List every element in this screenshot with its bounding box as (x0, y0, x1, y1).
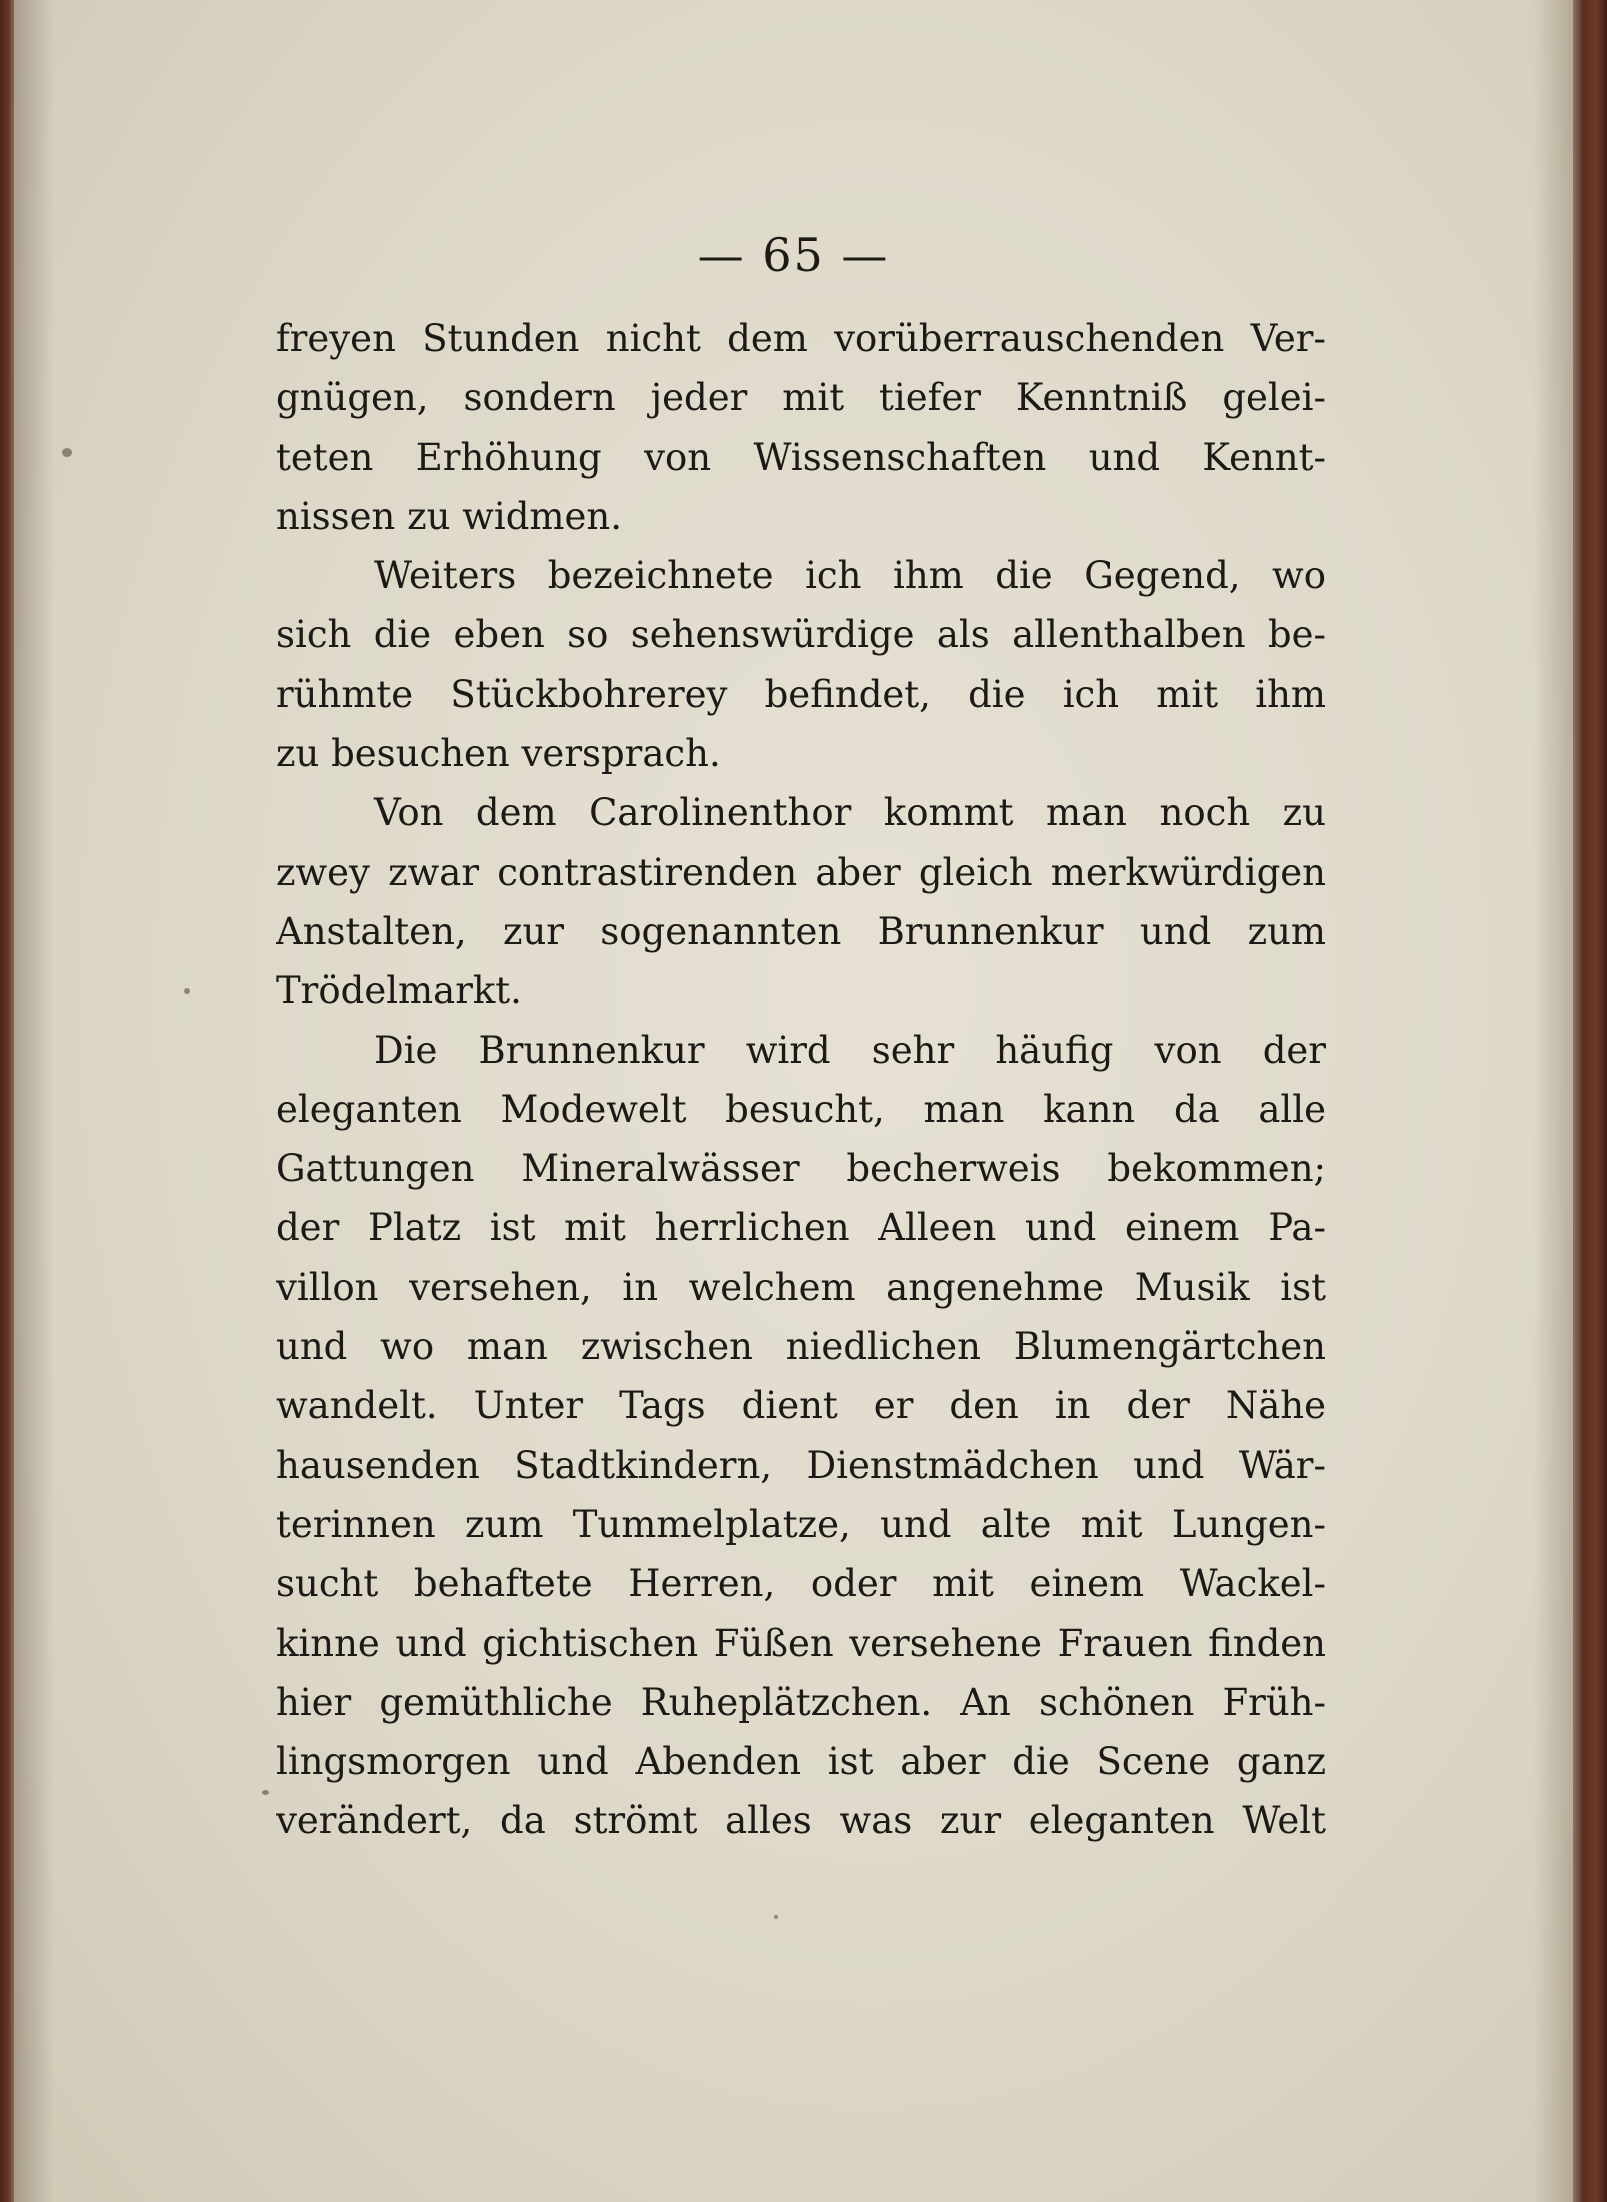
text-line: Von dem Carolinenthor kommt man noch zu (374, 791, 1326, 835)
text-line: Gattungen Mineralwässer becherweis bekommen; (276, 1147, 1326, 1191)
text-line: rühmte Stückbohrerey befindet, die ich mit ihm (276, 672, 1326, 716)
text-line: sich die eben so sehenswürdige als allenthalben be- (276, 613, 1326, 657)
text-line: terinnen zum Tummelplatze, und alte mit Lungen- (276, 1502, 1326, 1546)
text-line: verändert, da strömt alles was zur eleganten Welt (276, 1799, 1326, 1843)
gutter-shadow (14, 0, 54, 2202)
paper-speck (774, 1915, 778, 1919)
paper-speck (184, 988, 190, 994)
edge-shadow (1533, 0, 1573, 2202)
text-line: villon versehen, in welchem angenehme Musik ist (276, 1265, 1326, 1309)
paper-speck (262, 1790, 269, 1795)
page-sheet (14, 0, 1573, 2202)
body-text (276, 309, 1326, 1851)
text-line: gnügen, sondern jeder mit tiefer Kenntniß gelei- (276, 376, 1326, 420)
text-line: zwey zwar contrastirenden aber gleich merkwürdigen (276, 850, 1326, 894)
text-line: und wo man zwischen niedlichen Blumengärtchen (276, 1325, 1326, 1369)
paper-speck (62, 448, 72, 457)
text-line: kinne und gichtischen Füßen versehene Frauen finden (276, 1621, 1326, 1665)
text-line: eleganten Modewelt besucht, man kann da alle (276, 1087, 1326, 1131)
page-number: — 65 — (697, 228, 890, 282)
text-line: freyen Stunden nicht dem vorüberrauschenden Ver- (276, 317, 1326, 360)
text-line: Trödelmarkt. (276, 969, 522, 1013)
text-line: Anstalten, zur sogenannten Brunnenkur und zum (276, 909, 1326, 953)
book-binding-right (1573, 0, 1607, 2202)
text-line: nissen zu widmen. (276, 494, 622, 538)
text-line: Die Brunnenkur wird sehr häufig von der (374, 1028, 1326, 1072)
text-line: Weiters bezeichnete ich ihm die Gegend, wo (374, 554, 1326, 598)
text-line: wandelt. Unter Tags dient er den in der Nähe (276, 1384, 1326, 1428)
text-line: hier gemüthliche Ruheplätzchen. An schönen Früh- (276, 1680, 1326, 1724)
book-binding-left (0, 0, 14, 2202)
text-line: lingsmorgen und Abenden ist aber die Scene ganz (276, 1740, 1326, 1784)
text-line: teten Erhöhung von Wissenschaften und Kennt- (276, 435, 1326, 479)
text-line: hausenden Stadtkindern, Dienstmädchen und Wär- (276, 1443, 1326, 1487)
text-line: sucht behaftete Herren, oder mit einem Wackel- (276, 1562, 1326, 1606)
text-line: der Platz ist mit herrlichen Alleen und einem Pa- (276, 1206, 1326, 1250)
text-line: zu besuchen versprach. (276, 732, 721, 776)
